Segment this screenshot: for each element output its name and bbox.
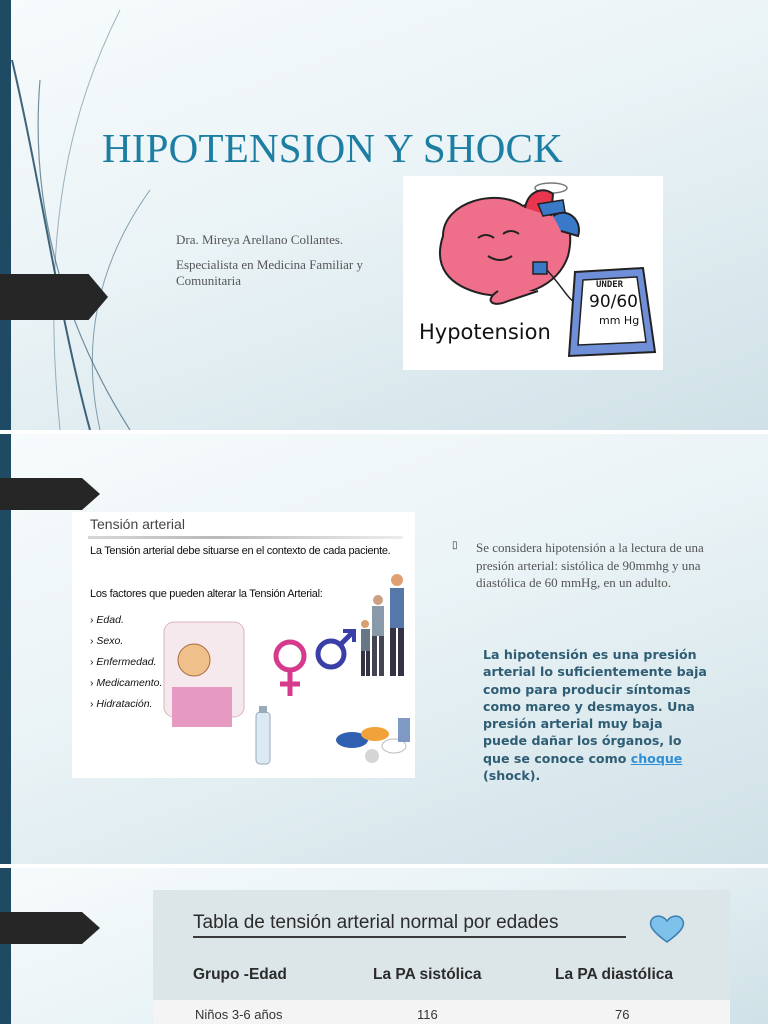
slide-table <box>0 868 768 1024</box>
table-header-systolic: La PA sistólica <box>373 966 482 983</box>
table-title-underline <box>193 936 626 938</box>
decorative-curves <box>0 0 200 430</box>
slide-title-text: HIPOTENSION Y SHOCK <box>102 125 563 171</box>
slide-arrow-tab <box>0 274 108 320</box>
factor-item: › Sexo. <box>90 631 162 652</box>
author-specialty: Especialista en Medicina Familiar y Comunitaria <box>176 257 363 288</box>
monitor-value: 90/60 <box>589 292 638 312</box>
tension-card-line1: La Tensión arterial debe situarse en el contexto de cada paciente. <box>90 545 391 557</box>
hypotension-criteria-text: Se considera hipotensión a la lectura de una presión arterial: sistólica de 90mmhg y una diastólica de 60 mmHg, en un adulto. <box>476 540 704 590</box>
definition-text: La hipotensión es una presión arterial lo suficientemente baja como para producir síntomas como mareo y desmayos. Una presión arterial muy baja puede dañar los órganos, lo que se conoce como <box>483 647 707 766</box>
slide-arrow-tab <box>0 912 100 944</box>
tension-card-line2: Los factores que pueden alterar la Tensión Arterial: <box>90 588 323 600</box>
factors-illustration <box>72 512 415 778</box>
hypotension-caption: Hypotension <box>419 320 551 344</box>
table-header-diastolic: La PA diastólica <box>555 966 674 983</box>
author-name: Dra. Mireya Arellano Collantes. <box>176 232 344 247</box>
tension-arterial-card <box>72 512 415 778</box>
monitor-unit: mm Hg <box>599 314 640 327</box>
hypotension-definition <box>483 646 709 784</box>
table-cell-systolic: 116 <box>417 1007 438 1022</box>
slide-arrow-tab <box>0 478 100 510</box>
slide-side-bar <box>0 868 11 1024</box>
slide-title <box>0 0 768 430</box>
table-cell-age: Niños 3-6 años <box>195 1007 283 1022</box>
factor-item: › Medicamento. <box>90 673 162 694</box>
factor-item: › Edad. <box>90 610 162 631</box>
table-title: Tabla de tensión arterial normal por edades <box>193 912 559 933</box>
slide-side-bar <box>0 0 11 430</box>
table-cell-diastolic: 76 <box>615 1007 630 1022</box>
factor-item: › Enfermedad. <box>90 652 162 673</box>
hypotension-illustration <box>403 176 663 370</box>
choque-link[interactable]: choque <box>630 750 683 766</box>
monitor-top-label: UNDER <box>596 280 624 290</box>
bp-by-age-table <box>153 890 730 1024</box>
factor-item: › Hidratación. <box>90 694 162 715</box>
slide-definition <box>0 434 768 864</box>
definition-text-end: (shock). <box>483 768 541 784</box>
heart-icon <box>649 914 685 944</box>
table-header-age: Grupo -Edad <box>193 966 287 983</box>
tension-card-title: Tensión arterial <box>90 516 185 532</box>
square-bullet-icon: ▯ <box>452 540 458 551</box>
